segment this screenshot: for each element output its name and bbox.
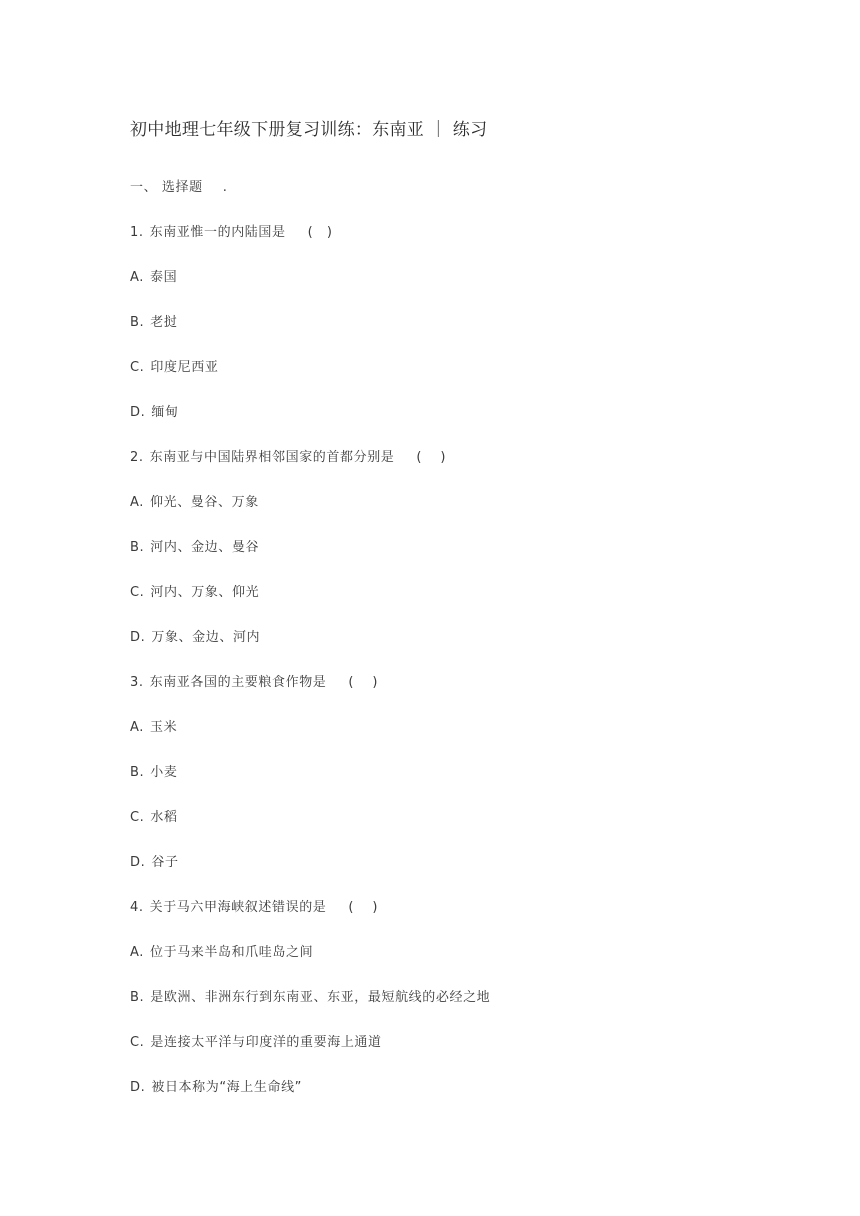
- question-text: 东南亚各国的主要粮食作物是: [149, 675, 327, 690]
- option-letter: C.: [130, 585, 145, 600]
- answer-blank: ( ): [307, 225, 333, 240]
- question-number: 4.: [130, 900, 144, 915]
- option-text: 谷子: [151, 855, 179, 870]
- question-number: 2.: [130, 450, 144, 465]
- option-2d: [130, 626, 260, 645]
- option-text: 老挝: [150, 315, 178, 330]
- option-text: 河内、金边、曼谷: [150, 540, 260, 555]
- option-4b: [130, 986, 490, 1005]
- section-dot: .: [222, 180, 228, 195]
- question-text: 东南亚惟一的内陆国是: [149, 225, 286, 240]
- option-4a: [130, 941, 313, 960]
- section-heading: [130, 176, 227, 195]
- option-letter: D.: [130, 1080, 146, 1095]
- option-text: 万象、金边、河内: [151, 630, 261, 645]
- option-letter: A.: [130, 495, 144, 510]
- option-text: 印度尼西亚: [150, 360, 219, 375]
- option-text: 仰光、曼谷、万象: [150, 495, 259, 510]
- question-number: 1.: [130, 225, 144, 240]
- option-text: 被日本称为“海上生命线”: [151, 1080, 303, 1095]
- option-letter: C.: [130, 1035, 145, 1050]
- answer-blank: ( ): [416, 450, 447, 465]
- question-1: [130, 221, 333, 240]
- answer-blank: ( ): [348, 675, 379, 690]
- question-text: 东南亚与中国陆界相邻国家的首都分别是: [149, 450, 395, 465]
- option-letter: B.: [130, 315, 145, 330]
- question-4: [130, 896, 378, 915]
- option-1c: [130, 356, 218, 375]
- option-text: 河内、万象、仰光: [150, 585, 260, 600]
- option-letter: B.: [130, 765, 145, 780]
- option-letter: D.: [130, 630, 146, 645]
- option-letter: A.: [130, 720, 144, 735]
- option-3b: [130, 761, 177, 780]
- option-3a: [130, 716, 177, 735]
- option-text: 小麦: [150, 765, 178, 780]
- option-letter: C.: [130, 360, 145, 375]
- question-2: [130, 446, 446, 465]
- option-text: 水稻: [150, 810, 178, 825]
- option-letter: D.: [130, 405, 146, 420]
- option-text: 玉米: [150, 720, 178, 735]
- option-4c: [130, 1031, 382, 1050]
- option-2b: [130, 536, 259, 555]
- answer-blank: ( ): [348, 900, 379, 915]
- option-4d: [130, 1076, 302, 1095]
- question-text: 关于马六甲海峡叙述错误的是: [149, 900, 327, 915]
- option-text: 缅甸: [151, 405, 179, 420]
- option-2c: [130, 581, 259, 600]
- option-1b: [130, 311, 177, 330]
- option-1d: [130, 401, 179, 420]
- option-letter: C.: [130, 810, 145, 825]
- option-1a: [130, 266, 177, 285]
- option-text: 位于马来半岛和爪哇岛之间: [150, 945, 314, 960]
- question-3: [130, 671, 378, 690]
- option-text: 是欧洲、非洲东行到东南亚、东亚，最短航线的必经之地: [150, 990, 491, 1005]
- option-3c: [130, 806, 178, 825]
- option-text: 泰国: [150, 270, 178, 285]
- option-2a: [130, 491, 259, 510]
- option-text: 是连接太平洋与印度洋的重要海上通道: [150, 1035, 382, 1050]
- option-3d: [130, 851, 179, 870]
- option-letter: A.: [130, 945, 144, 960]
- option-letter: B.: [130, 990, 145, 1005]
- page-title: 初中地理七年级下册复习训练：东南亚 ｜ 练习: [130, 120, 488, 140]
- option-letter: D.: [130, 855, 146, 870]
- option-letter: A.: [130, 270, 144, 285]
- option-letter: B.: [130, 540, 145, 555]
- question-number: 3.: [130, 675, 144, 690]
- section-label: 一、 选择题: [130, 180, 203, 195]
